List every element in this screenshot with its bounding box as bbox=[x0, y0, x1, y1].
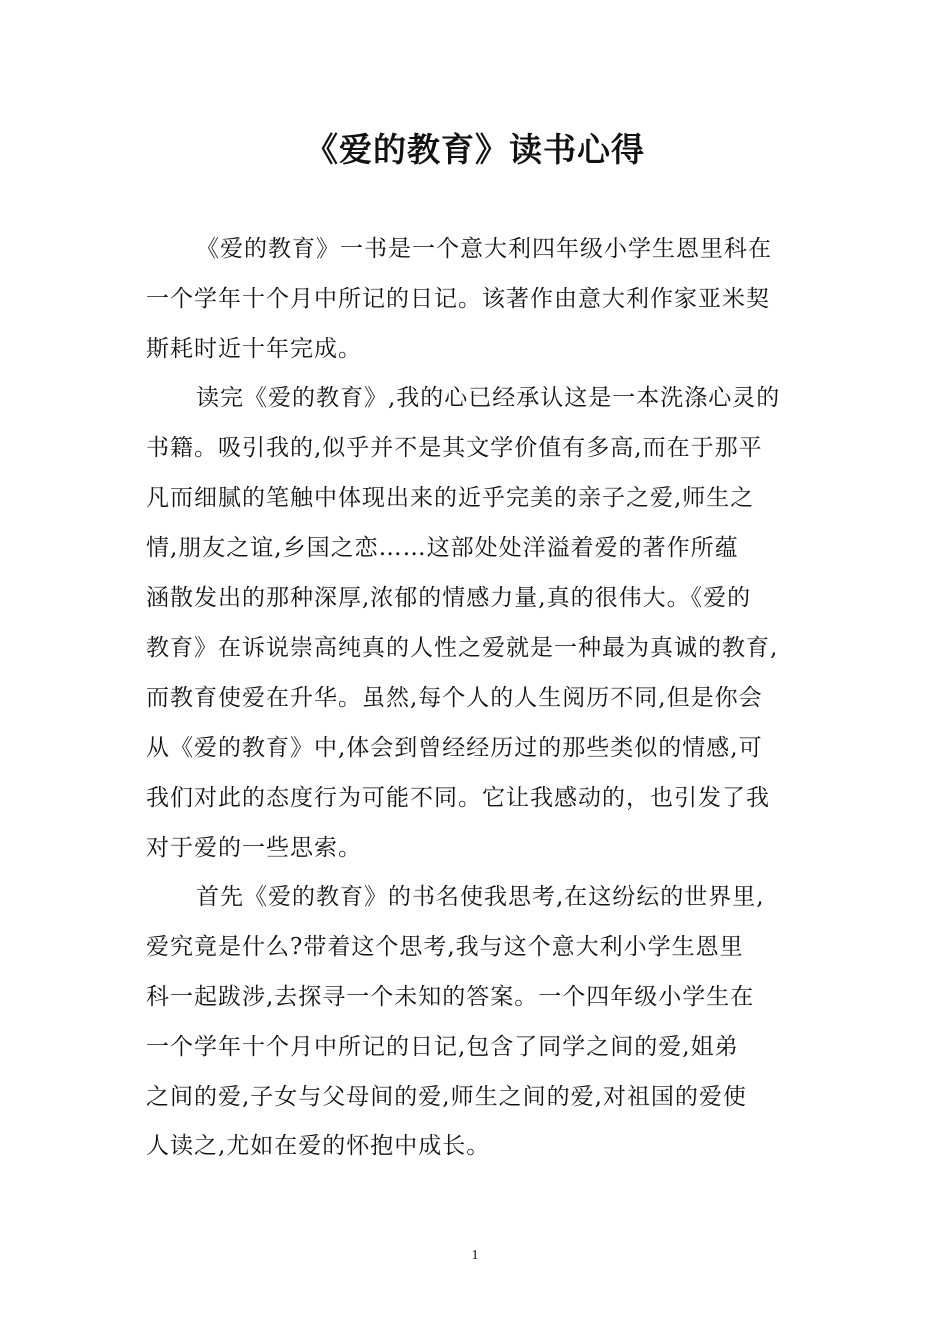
paragraph-2-line-5: 涵散发出的那种深厚,浓郁的情感力量,真的很伟大。《爱的 bbox=[146, 585, 752, 611]
paragraph-3-line-5: 之间的爱,子女与父母间的爱,师生之间的爱,对祖国的爱使 bbox=[146, 1084, 747, 1110]
paragraph-3-line-1: 首先《爱的教育》的书名使我思考,在这纷纭的世界里, bbox=[196, 884, 765, 910]
paragraph-1-line-2: 一个学年十个月中所记的日记。该著作由意大利作家亚米契 bbox=[146, 286, 770, 312]
paragraph-3-line-6: 人读之,尤如在爱的怀抱中成长。 bbox=[146, 1133, 491, 1159]
page-title: 《爱的教育》读书心得 bbox=[305, 130, 645, 169]
paragraph-2-line-7: 而教育使爱在升华。虽然,每个人的人生阅历不同,但是你会 bbox=[146, 685, 763, 711]
paragraph-2-line-6: 教育》在诉说崇高纯真的人性之爱就是一种最为真诚的教育, bbox=[146, 635, 779, 661]
paragraph-2-line-9: 我们对此的态度行为可能不同。它让我感动的，也引发了我 bbox=[146, 785, 770, 811]
paragraph-2-line-10: 对于爱的一些思索。 bbox=[146, 835, 362, 861]
paragraph-3-line-4: 一个学年十个月中所记的日记,包含了同学之间的爱,姐弟 bbox=[146, 1034, 739, 1060]
paragraph-2-line-8: 从《爱的教育》中,体会到曾经经历过的那些类似的情感,可 bbox=[146, 735, 763, 761]
paragraph-1-line-1: 《爱的教育》一书是一个意大利四年级小学生恩里科在 bbox=[196, 236, 772, 262]
paragraph-2-line-3: 凡而细腻的笔触中体现出来的近乎完美的亲子之爱,师生之 bbox=[146, 485, 755, 511]
paragraph-3-line-3: 科一起跋涉,去探寻一个未知的答案。一个四年级小学生在 bbox=[146, 984, 755, 1010]
page-number: 1 bbox=[471, 1248, 479, 1263]
paragraph-2-line-1: 读完《爱的教育》,我的心已经承认这是一本洗涤心灵的 bbox=[196, 385, 781, 411]
paragraph-2-line-2: 书籍。吸引我的,似乎并不是其文学价值有多高,而在于那平 bbox=[146, 435, 763, 461]
paragraph-3-line-2: 爱究竟是什么?带着这个思考,我与这个意大利小学生恩里 bbox=[146, 934, 744, 960]
paragraph-2-line-4: 情,朋友之谊,乡国之恋……这部处处洋溢着爱的著作所蕴 bbox=[146, 535, 739, 561]
paragraph-1-line-3: 斯耗时近十年完成。 bbox=[146, 336, 362, 362]
